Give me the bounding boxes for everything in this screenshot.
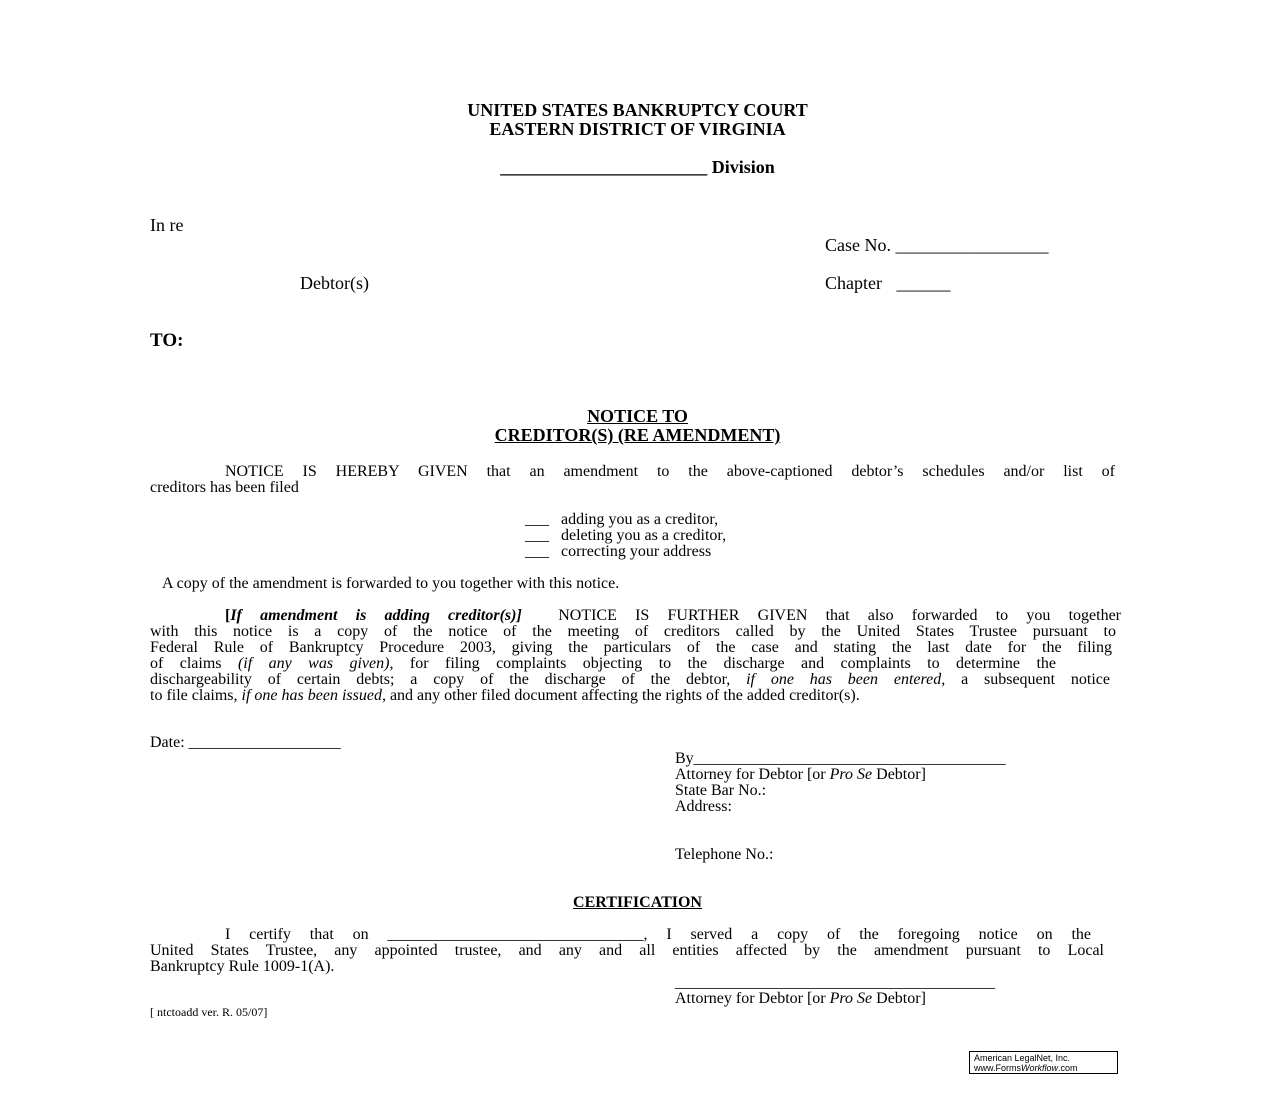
certification-line1: I certify that on ________________________________, I served a copy of the foregoing notice on the [225, 926, 1091, 943]
cert-attorney-text-a: Attorney for Debtor [or [675, 990, 826, 1007]
telephone-label: Telephone No.: [675, 846, 774, 863]
case-number-field[interactable]: Case No. _________________ [825, 235, 1049, 255]
address-label: Address: [675, 798, 732, 815]
attorney-text-a: Attorney for Debtor [or [675, 766, 826, 783]
further-line2: with this notice is a copy of the notice of the meeting of creditors called by the United States Trustee pursuant to [150, 623, 1116, 640]
badge-line2 [974, 1063, 1113, 1073]
cert-attorney-text-b: Debtor] [876, 990, 926, 1007]
court-name: UNITED STATES BANKRUPTCY COURT [467, 100, 808, 120]
bracket-open: [ [225, 607, 231, 624]
date-field[interactable]: Date: ___________________ [150, 734, 341, 751]
bracket-condition: If amendment is adding creditor(s)] [230, 607, 522, 624]
further-line6 [150, 687, 860, 705]
badge-line2-b: .com [1058, 1063, 1078, 1073]
chapter-blank[interactable]: ______ [896, 273, 951, 293]
option-blank[interactable]: ___ [525, 511, 549, 528]
certification-line2: United States Trustee, any appointed trustee, and any and all entities affected by the amendment pursuant to Local [150, 942, 1104, 959]
further-line5-italic: if one has been entered, [746, 671, 946, 688]
to-label: TO: [150, 330, 184, 351]
further-line4-italic: (if any was given) [237, 655, 390, 672]
badge-line2-italic: Workflow [1021, 1063, 1059, 1073]
further-line4-b: , for filing complaints objecting to the discharge and complaints to determine the [389, 655, 1057, 672]
division-line [0, 157, 1275, 178]
further-line5-a: dischargeability of certain debts; a copy of the discharge of the debtor, [150, 671, 731, 688]
attorney-pro-se: Pro Se [829, 766, 873, 783]
further-line6-b: and any other filed document affecting the rights of the added creditor(s). [389, 687, 860, 704]
further-line3: Federal Rule of Bankruptcy Procedure 2003, giving the particulars of the case and stating the last date for the filing [150, 639, 1112, 656]
certification-signature-line[interactable]: ________________________________________ [675, 974, 995, 991]
legalnet-badge [969, 1051, 1118, 1074]
chapter-line [825, 273, 950, 294]
certification-title: CERTIFICATION [573, 894, 702, 911]
further-line4-a: of claims [150, 655, 222, 672]
attorney-text-b: Debtor] [876, 766, 926, 783]
certification-attorney-label [675, 990, 926, 1008]
option-blank[interactable]: ___ [525, 543, 549, 560]
option-correcting[interactable] [525, 543, 711, 561]
further-line6-a: to file claims, [150, 687, 238, 704]
further-line6-italic: if one has been issued, [241, 687, 386, 704]
badge-line1: American LegalNet, Inc. [974, 1053, 1071, 1063]
debtors-label: Debtor(s) [300, 273, 369, 293]
notice-title-line2: CREDITOR(S) (RE AMENDMENT) [494, 425, 781, 445]
option-label: adding you as a creditor, [561, 511, 719, 528]
notice-title-line1: NOTICE TO [587, 406, 688, 426]
certification-line3: Bankruptcy Rule 1009-1(A). [150, 958, 335, 975]
by-signature-line[interactable]: By_______________________________________ [675, 750, 1006, 767]
state-bar-label: State Bar No.: [675, 782, 767, 799]
notice-line1: NOTICE IS HEREBY GIVEN that an amendment to the above-captioned debtor’s schedules and/or list of [225, 463, 1115, 480]
district-name: EASTERN DISTRICT OF VIRGINIA [489, 119, 786, 139]
further-line1-text: NOTICE IS FURTHER GIVEN that also forwarded to you together [558, 607, 1121, 624]
notice-line2: creditors has been filed [150, 479, 299, 496]
form-version: [ ntctoadd ver. R. 05/07] [150, 1005, 268, 1019]
chapter-label: Chapter [825, 273, 882, 293]
cert-attorney-pro-se: Pro Se [829, 990, 873, 1007]
copy-forwarded-line: A copy of the amendment is forwarded to you together with this notice. [162, 575, 620, 592]
further-line5-b: a subsequent notice [961, 671, 1111, 688]
division-blank[interactable]: _______________________ [500, 157, 708, 177]
option-label: deleting you as a creditor, [561, 527, 727, 544]
option-label: correcting your address [561, 543, 712, 560]
badge-line2-a: www.Forms [974, 1063, 1021, 1073]
division-label: Division [711, 157, 775, 177]
in-re-label: In re [150, 215, 184, 235]
option-blank[interactable]: ___ [525, 527, 549, 544]
